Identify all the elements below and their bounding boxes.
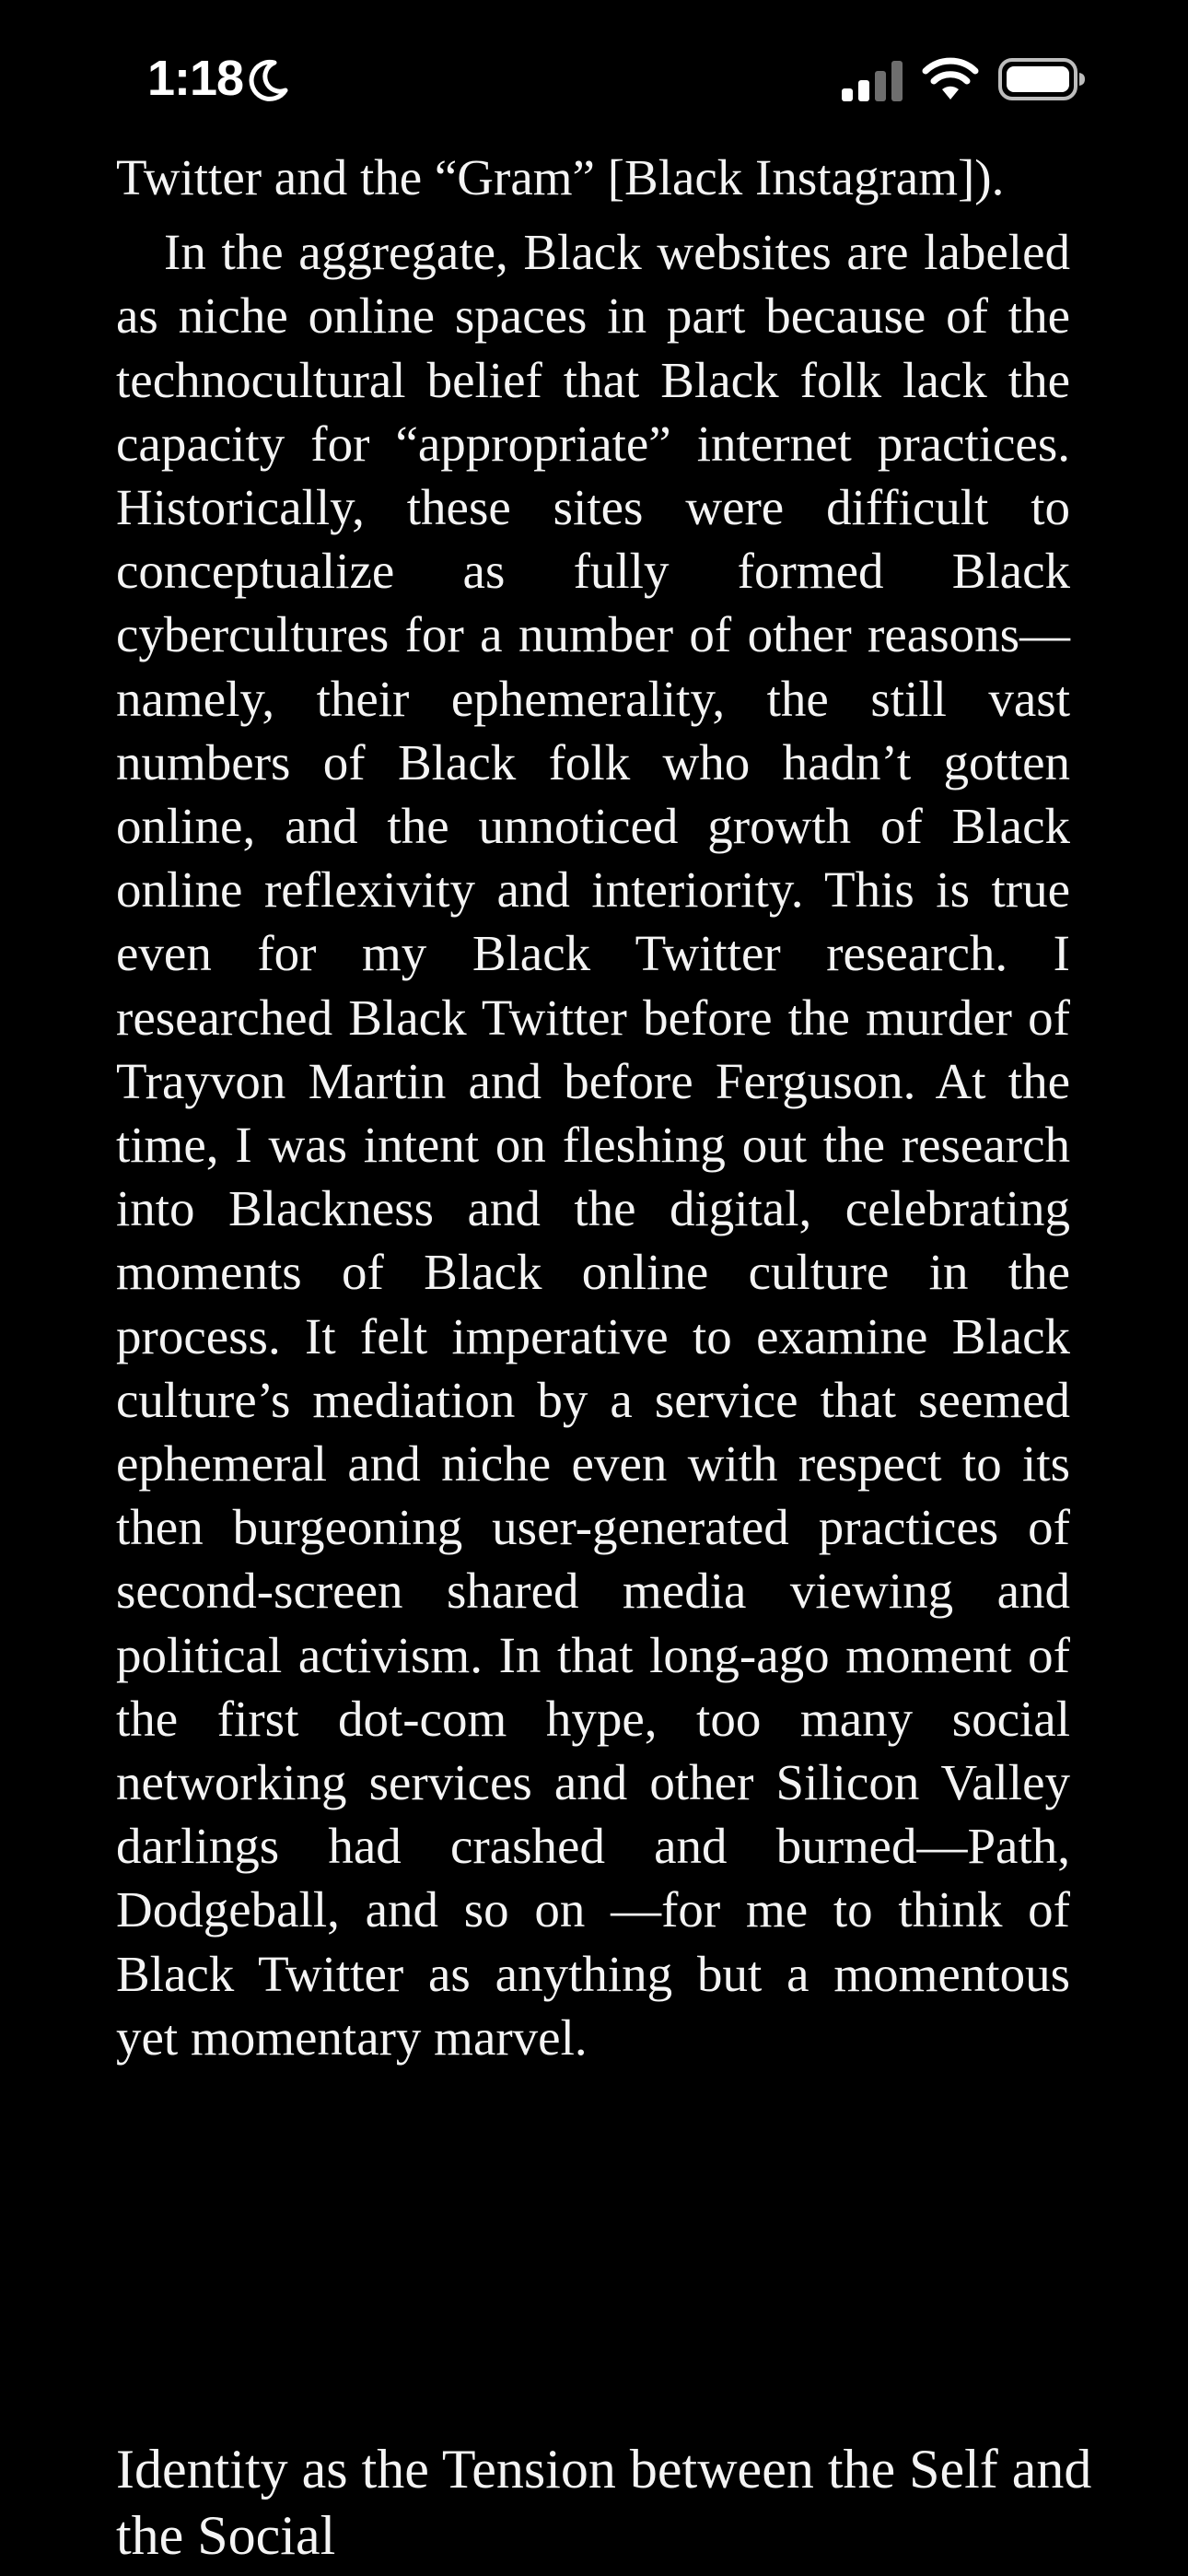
reader-page xyxy=(116,146,1070,2069)
wifi-icon xyxy=(921,57,980,101)
section-heading: Identity as the Tension between the Self and the Social xyxy=(116,2439,1092,2566)
battery-icon xyxy=(998,57,1087,101)
status-bar xyxy=(0,0,1188,138)
crescent-moon-icon xyxy=(247,59,289,101)
paragraph-main: In the aggregate, Black websites are labeled as niche online spaces in part because of the technocultural belief that Black folk lack the capacity for “appropriate” internet practices. Historically, these sites were difficult to conceptualize as fully formed Black cybercultures for a number of other reasons—namely, their ephemerality, the still vast numbers of Black folk who hadn’t gotten online, and the unnoticed growth of Black online reflexivity and interiority. This is true even for my Black Twitter research. I researched Black Twitter before the murder of Trayvon Martin and before Ferguson. At the time, I was intent on fleshing out the research into Blackness and the digital, celebrating moments of Black online culture in the process. It felt imperative to examine Black culture’s mediation by a service that seemed ephemeral and niche even with respect to its then burgeoning user-generated practices of second-screen shared media viewing and political activism. In that long-ago moment of the first dot-com hype, too many social networking services and other Silicon Valley darlings had crashed and burned—Path, Dodgeball, and so on —for me to think of Black Twitter as anything but a momentous yet momentary marvel. xyxy=(116,224,1070,2066)
status-time: 1:18 xyxy=(147,51,244,106)
cellular-signal-icon xyxy=(842,61,903,101)
paragraph-continued: Twitter and the “Gram” [Black Instagram]). xyxy=(116,149,1005,205)
